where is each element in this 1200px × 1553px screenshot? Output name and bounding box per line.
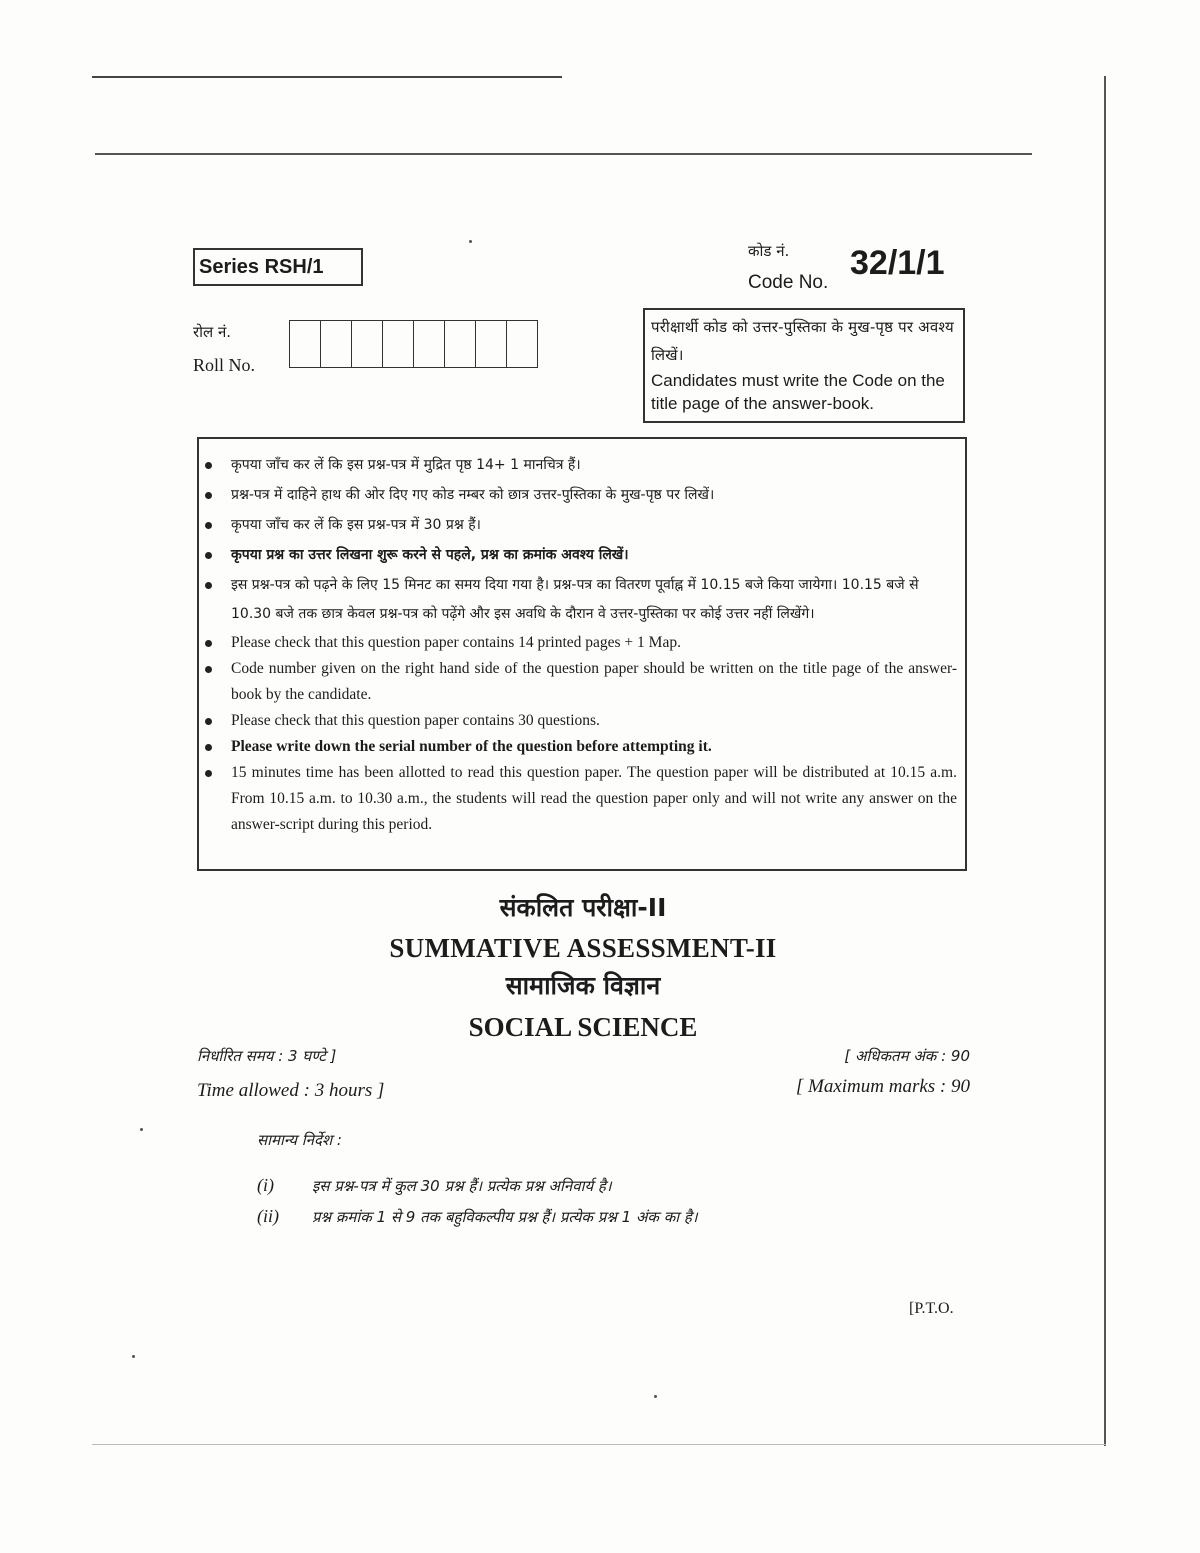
roll-label-english: Roll No. xyxy=(193,355,256,375)
scan-speck xyxy=(132,1355,135,1358)
roll-label-hindi: रोल नं. xyxy=(193,323,232,341)
code-label-english: Code No. xyxy=(748,272,829,293)
exam-title-hindi: संकलित परीक्षा-II xyxy=(499,893,667,922)
roll-digit-box[interactable] xyxy=(445,320,476,368)
item-text: इस प्रश्न-पत्र में कुल 30 प्रश्न हैं। प्रत्येक प्रश्न अनिवार्य है। xyxy=(312,1177,612,1195)
roll-digit-box[interactable] xyxy=(414,320,445,368)
time-allowed-hindi: निर्धारित समय : 3 घण्टे ] xyxy=(197,1047,337,1065)
scan-edge-top xyxy=(92,76,562,78)
general-instruction-item xyxy=(257,1206,698,1227)
max-marks-english: [ Maximum marks : 90 xyxy=(795,1076,970,1097)
scan-speck xyxy=(469,240,472,243)
scan-edge-right xyxy=(1104,76,1106,1446)
instruction-item: कृपया जाँच कर लें कि इस प्रश्न-पत्र में मुद्रित पृष्ठ 14+ 1 मानचित्र हैं। xyxy=(201,451,957,480)
item-number: (ii) xyxy=(257,1206,279,1226)
roll-number-boxes[interactable] xyxy=(289,320,538,368)
instruction-item: कृपया प्रश्न का उत्तर लिखना शुरू करने से पहले, प्रश्न का क्रमांक अवश्य लिखें। xyxy=(201,541,957,570)
roll-digit-box[interactable] xyxy=(476,320,507,368)
instruction-item: Please write down the serial number of the question before attempting it. xyxy=(201,734,957,760)
series-label: Series RSH/1 xyxy=(193,248,363,286)
roll-digit-box[interactable] xyxy=(290,320,321,368)
roll-digit-box[interactable] xyxy=(321,320,352,368)
instruction-item: Please check that this question paper contains 14 printed pages + 1 Map. xyxy=(201,630,957,656)
item-text: प्रश्न क्रमांक 1 से 9 तक बहुविकल्पीय प्रश्न हैं। प्रत्येक प्रश्न 1 अंक का है। xyxy=(312,1208,698,1226)
code-label-hindi: कोड नं. xyxy=(748,242,790,260)
scan-speck xyxy=(654,1395,657,1398)
general-instruction-item xyxy=(257,1175,612,1196)
scan-speck xyxy=(140,1128,143,1131)
instruction-item: 15 minutes time has been allotted to read this question paper. The question paper will be distributed at 10.15 a.m. From 10.15 a.m. to 10.30 a.m., the students will read the question paper only and will not write any answer on the answer-script during this period. xyxy=(201,760,957,838)
roll-digit-box[interactable] xyxy=(507,320,538,368)
code-number: 32/1/1 xyxy=(850,244,945,282)
scan-edge-bottom xyxy=(92,1444,1106,1445)
instruction-item: Code number given on the right hand side of the question paper should be written on the title page of the answer-book by the candidate. xyxy=(201,656,957,708)
instruction-item: Please check that this question paper contains 30 questions. xyxy=(201,708,957,734)
subject-title-english: SOCIAL SCIENCE xyxy=(468,1012,698,1042)
instruction-item: इस प्रश्न-पत्र को पढ़ने के लिए 15 मिनट का समय दिया गया है। प्रश्न-पत्र का वितरण पूर्वाह्न में 10.15 बजे किया जायेगा। 10.15 बजे से 10.30 बजे तक छात्र केवल प्रश्न-पत्र को पढ़ेंगे और इस अवधि के दौरान वे उत्तर-पुस्तिका पर कोई उत्तर नहीं लिखेंगे। xyxy=(201,571,957,629)
instruction-item: कृपया जाँच कर लें कि इस प्रश्न-पत्र में 30 प्रश्न हैं। xyxy=(201,511,957,540)
pto-label: [P.T.O. xyxy=(909,1300,954,1317)
instruction-item: प्रश्न-पत्र में दाहिने हाथ की ओर दिए गए कोड नम्बर को छात्र उत्तर-पुस्तिका के मुख-पृष्ठ पर लिखें। xyxy=(201,481,957,510)
roll-digit-box[interactable] xyxy=(383,320,414,368)
instructions-box xyxy=(197,437,967,871)
time-allowed-english: Time allowed : 3 hours ] xyxy=(197,1080,385,1101)
code-note-hindi: परीक्षार्थी कोड को उत्तर-पुस्तिका के मुख-पृष्ठ पर अवश्य लिखें। xyxy=(651,318,954,364)
item-number: (i) xyxy=(257,1175,274,1195)
code-instruction-box xyxy=(643,308,965,423)
exam-title-english: SUMMATIVE ASSESSMENT-II xyxy=(389,933,777,963)
roll-digit-box[interactable] xyxy=(352,320,383,368)
subject-title-hindi: सामाजिक विज्ञान xyxy=(505,971,661,1000)
max-marks-hindi: [ अधिकतम अंक : 90 xyxy=(844,1047,970,1065)
code-note-english: Candidates must write the Code on the title page of the answer-book. xyxy=(651,371,945,413)
page-top-rule xyxy=(95,153,1032,155)
general-instructions-heading: सामान्य निर्देश : xyxy=(257,1131,342,1149)
